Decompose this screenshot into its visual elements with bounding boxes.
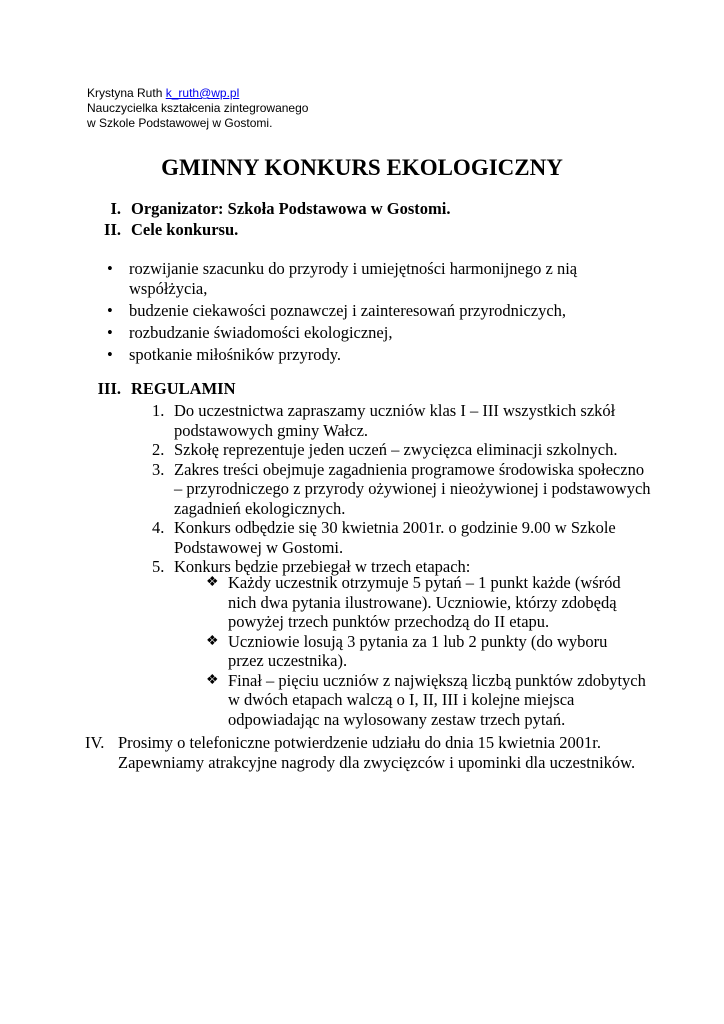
rules-list bbox=[152, 401, 652, 577]
list-item: • budzenie ciekawości poznawczej i zainteresowań przyrodniczych, bbox=[107, 301, 567, 320]
section-number: II. bbox=[104, 220, 121, 239]
section-heading: Cele konkursu. bbox=[131, 220, 239, 239]
bullet-icon: • bbox=[107, 323, 113, 342]
list-item: • spotkanie miłośników przyrody. bbox=[107, 345, 342, 364]
author-header bbox=[87, 86, 308, 131]
list-item: 4. Konkurs odbędzie się 30 kwietnia 2001r. o godzinie 9.00 w Szkole Podstawowej w Gostomi. bbox=[152, 518, 616, 557]
list-item: ❖ Każdy uczestnik otrzymuje 5 pytań – 1 punkt każde (wśród nich dwa pytania ilustrowane). Uczniowie, którzy zdobędą powyżej trzech punktów przechodzą do II etapu. bbox=[206, 573, 621, 631]
section-heading: REGULAMIN bbox=[131, 379, 236, 398]
section-closing bbox=[85, 733, 665, 772]
bullet-icon: • bbox=[107, 259, 113, 278]
list-item: 3. Zakres treści obejmuje zagadnienia programowe środowiska społeczno – przyrodniczego z przyrody ożywionej i nieożywionej i podstawowych zagadnień ekologicznych. bbox=[152, 459, 651, 518]
author-school: w Szkole Podstawowej w Gostomi. bbox=[87, 116, 273, 130]
list-item: 5. Konkurs będzie przebiegał w trzech etapach: bbox=[152, 557, 471, 576]
list-item: 1. Do uczestnictwa zapraszamy uczniów klas I – III wszystkich szkół podstawowych gminy Wałcz. bbox=[152, 401, 616, 440]
goals-list bbox=[107, 259, 627, 365]
author-role: Nauczycielka kształcenia zintegrowanego bbox=[87, 101, 309, 115]
section-number: I. bbox=[110, 199, 121, 218]
author-email-link[interactable]: k_ruth@wp.pl bbox=[165, 86, 240, 100]
list-item: • rozbudzanie świadomości ekologicznej, bbox=[107, 323, 393, 342]
page-title: GMINNY KONKURS EKOLOGICZNY bbox=[161, 155, 563, 180]
list-item: ❖ Finał – pięciu uczniów z największą liczbą punktów zdobytych w dwóch etapach walczą o I, II, III i kolejne miejsca odpowiadając na wylosowany zestaw trzech pytań. bbox=[206, 670, 646, 729]
diamond-bullet-icon: ❖ bbox=[206, 672, 219, 688]
list-item: 2. Szkołę reprezentuje jeden uczeń – zwycięzca eliminacji szkolnych. bbox=[152, 440, 618, 459]
bullet-icon: • bbox=[107, 345, 113, 364]
closing-text: Prosimy o telefoniczne potwierdzenie udziału do dnia 15 kwietnia 2001r. Zapewniamy atrakcyjne nagrody dla zwycięzców i upominki dla uczestników. bbox=[118, 733, 636, 772]
author-line bbox=[87, 86, 308, 101]
list-item: ❖ Uczniowie losują 3 pytania za 1 lub 2 punkty (do wyboru przez uczestnika). bbox=[206, 631, 608, 670]
section-heading: Organizator: Szkoła Podstawowa w Gostomi. bbox=[131, 199, 451, 218]
section-number: IV. bbox=[85, 733, 105, 752]
author-name: Krystyna Ruth bbox=[87, 86, 163, 100]
bullet-icon: • bbox=[107, 301, 113, 320]
diamond-bullet-icon: ❖ bbox=[206, 633, 219, 649]
list-item: • rozwijanie szacunku do przyrody i umiejętności harmonijnego z nią współżycia, bbox=[107, 259, 578, 298]
diamond-bullet-icon: ❖ bbox=[206, 575, 219, 590]
section-number: III. bbox=[97, 379, 121, 398]
stages-list bbox=[206, 573, 646, 729]
